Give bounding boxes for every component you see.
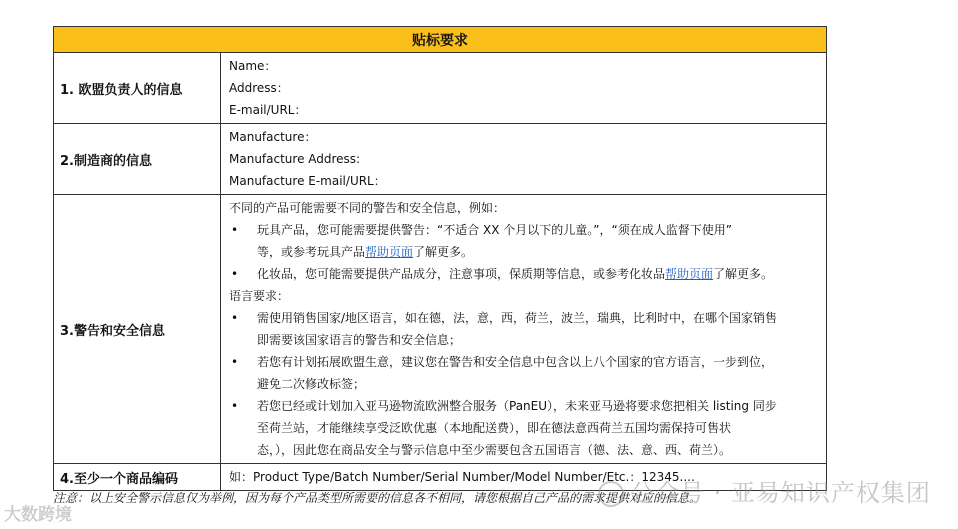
wechat-icon <box>598 481 624 507</box>
table-title: 贴标要求 <box>54 27 827 53</box>
row-label-warnings: 3.警告和安全信息 <box>54 195 221 464</box>
bullet-toys <box>229 219 820 263</box>
toys-help-link[interactable]: 帮助页面 <box>365 245 414 259</box>
row-content-manufacturer <box>221 124 827 195</box>
watermark-left: 大数跨境 <box>4 505 72 525</box>
toys-line-2 <box>257 241 820 263</box>
footnote: 注意：以上安全警示信息仅为举例，因为每个产品类型所需要的信息各不相同，请您根据自己产品的需求提供对应的信息。 <box>53 491 702 505</box>
lang2-line-1: • 若您有计划拓展欧盟生意，建议您在警告和安全信息中包含以上八个国家的官方语言，一步到位， <box>257 355 774 369</box>
table-row <box>54 195 827 464</box>
bullet-cosmetics <box>229 263 820 285</box>
cosmetics-help-link[interactable]: 帮助页面 <box>665 267 714 281</box>
field-email-url: E-mail/URL： <box>229 103 307 117</box>
toys-line-2-text: 等，或参考玩具产品 <box>257 245 366 259</box>
field-address: Address： <box>229 81 289 95</box>
row-label-eu-responsible: 1. 欧盟负责人的信息 <box>54 53 221 124</box>
row-label-manufacturer: 2.制造商的信息 <box>54 124 221 195</box>
watermark-right <box>598 473 931 508</box>
table-row <box>54 124 827 195</box>
bullet-language-2 <box>229 351 820 395</box>
field-manufacture-email: Manufacture E-mail/URL： <box>229 174 386 188</box>
cosmetics-text: 化妆品，您可能需要提供产品成分，注意事项，保质期等信息，或参考化妆品 <box>257 267 666 281</box>
table-row <box>54 53 827 124</box>
lang3-line-2: 至荷兰站，才能继续享受泛欧优惠（本地配送费），即在德法意西荷兰五国均需保持可售状 <box>257 421 732 435</box>
lang1-line-2: 即需要该国家语言的警告和安全信息； <box>257 333 462 347</box>
field-name: Name： <box>229 59 277 73</box>
language-heading: 语言要求： <box>229 289 290 303</box>
cosmetics-tail: 了解更多。 <box>713 267 774 281</box>
lang1-line-1: • 需使用销售国家/地区语言，如在德，法，意，西，荷兰，波兰，瑞典，比利时中，在哪个国家销售 <box>257 311 778 325</box>
lang2-line-2: 避免二次修改标签； <box>257 377 366 391</box>
warnings-intro: 不同的产品可能需要不同的警告和安全信息，例如： <box>229 201 506 215</box>
table-header-row <box>54 27 827 53</box>
toys-line-2-tail: 了解更多。 <box>413 245 474 259</box>
field-manufacture-address: Manufacture Address: <box>229 152 361 166</box>
row-label-product-code: 4.至少一个商品编码 <box>54 464 221 491</box>
watermark-right-text: 公众号 · 亚易知识产权集团 <box>630 479 931 507</box>
row-content-eu-responsible <box>221 53 827 124</box>
lang3-line-3: 态，），因此您在商品安全与警示信息中至少需要包含五国语言（德、法、意、西、荷兰）。 <box>257 443 732 457</box>
bullet-language-1 <box>229 307 820 351</box>
labeling-requirements-table <box>53 26 827 491</box>
row-content-warnings <box>221 195 827 464</box>
toys-line-1: • 玩具产品，您可能需要提供警告：“不适合 XX 个月以下的儿童。”，“须在成人监督下使用” <box>257 223 732 237</box>
product-code-example: 如：Product Type/Batch Number/Serial Number/Model Number/Etc.：12345.... <box>229 470 695 484</box>
lang3-line-1: • 若您已经或计划加入亚马逊物流欧洲整合服务（PanEU），未来亚马逊将要求您把相关 listing 同步 <box>257 399 777 413</box>
bullet-language-3 <box>229 395 820 461</box>
field-manufacture: Manufacture： <box>229 130 317 144</box>
